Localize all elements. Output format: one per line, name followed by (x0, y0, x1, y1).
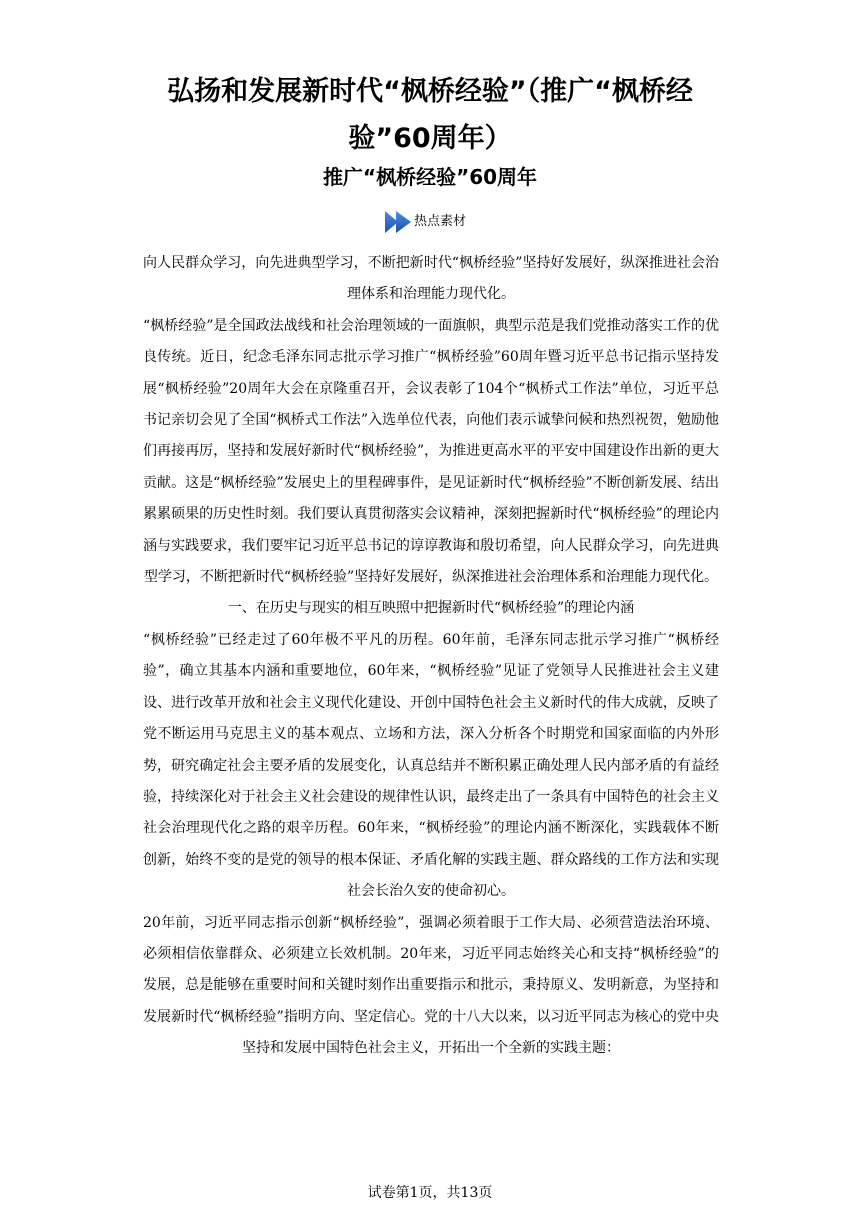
body-paragraph: “枫桥经验”已经走过了60年极不平凡的历程。60年前，毛泽东同志批示学习推广“枫桥经验”，确立其基本内涵和重要地位，60年来，“枫桥经验”见证了党领导人民推进社会主义建设、进行改革开放和社会主义现代化建设、开创中国特色社会主义新时代的伟大成就，反映了党不断运用马克思主义的基本观点、立场和方法，深入分析各个时期党和国家面临的内外形势，研究确定社会主要矛盾的发展变化，认真总结并不断积累正确处理人民内部矛盾的有益经验，持续深化对于社会主义社会建设的规律性认识，最终走出了一条具有中国特色的社会主义社会治理现代化之路的艰辛历程。60年来，“枫桥经验”的理论内涵不断深化，实践载体不断创新，始终不变的是党的领导的根本保证、矛盾化解的实践主题、群众路线的工作方法和实现社会长治久安的使命初心。 (143, 631, 719, 900)
section-heading: 一、在历史与现实的相互映照中把握新时代“枫桥经验”的理论内涵 (227, 600, 635, 617)
page-footer: 试卷第1页，共13页 (367, 1185, 493, 1201)
document-body (143, 248, 719, 1065)
document-subtitle: 推广“枫桥经验”60周年 (322, 165, 538, 189)
body-paragraph: “枫桥经验”是全国政法战线和社会治理领域的一面旗帜，典型示范是我们党推动落实工作的优良传统。近日，纪念毛泽东同志批示学习推广“枫桥经验”60周年暨习近平总书记指示坚持发展“枫桥经验”20周年大会在京隆重召开，会议表彰了104个“枫桥式工作法”单位，习近平总书记亲切会见了全国“枫桥式工作法”入选单位代表，向他们表示诚挚问候和热烈祝贺，勉励他们再接再厉，坚持和发展好新时代“枫桥经验”，为推进更高水平的平安中国建设作出新的更大贡献。这是“枫桥经验”发展史上的里程碑事件，是见证新时代“枫桥经验”不断创新发展、结出累累硕果的历史性时刻。我们要认真贯彻落实会议精神，深刻把握新时代“枫桥经验”的理论内涵与实践要求，我们要牢记习近平总书记的谆谆教诲和殷切希望，向人民群众学习，向先进典型学习，不断把新时代“枫桥经验”坚持好发展好，纵深推进社会治理体系和治理能力现代化。 (143, 317, 719, 586)
hot-material-label: 热点素材 (414, 214, 467, 229)
fast-forward-icon (384, 210, 412, 234)
hot-material-tag (384, 209, 466, 235)
document-title: 弘扬和发展新时代“枫桥经验”（推广“枫桥经验”60周年） (167, 76, 693, 154)
lead-paragraph: 向人民群众学习，向先进典型学习，不断把新时代“枫桥经验”坚持好发展好，纵深推进社会治理体系和治理能力现代化。 (143, 255, 719, 303)
body-paragraph: 20年前，习近平同志指示创新“枫桥经验”，强调必须着眼于工作大局、必须营造法治环境、必须相信依靠群众、必须建立长效机制。20年来，习近平同志始终关心和支持“枫桥经验”的发展，总是能够在重要时间和关键时刻作出重要指示和批示，秉持原义、发明新意，为坚持和发展新时代“枫桥经验”指明方向、坚定信心。党的十八大以来，以习近平同志为核心的党中央坚持和发展中国特色社会主义，开拓出一个全新的实践主题： (143, 914, 719, 1057)
